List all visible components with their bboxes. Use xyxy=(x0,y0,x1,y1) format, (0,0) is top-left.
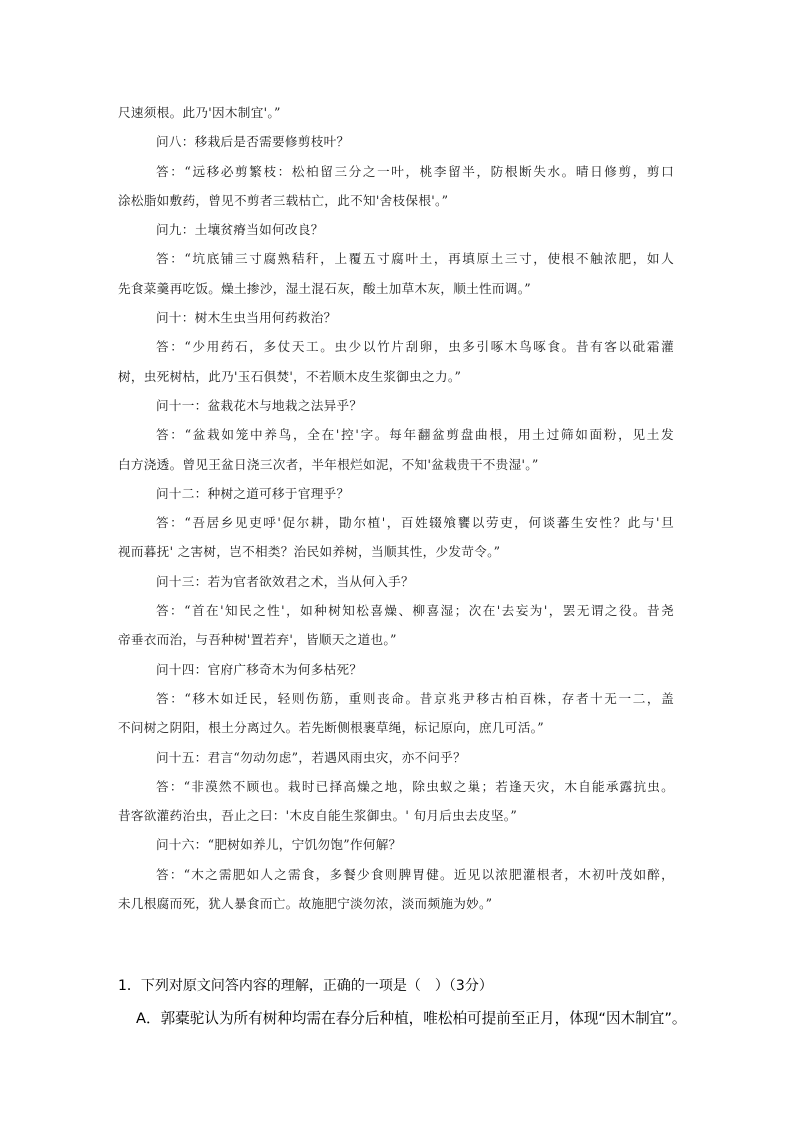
passage-line: 答：“坑底铺三寸腐熟秸秆，上覆五寸腐叶土，再填原土三寸，使根不触浓肥，如人 xyxy=(156,251,674,267)
passage-line: 问十三：若为官者欲效君之术，当从何入手？ xyxy=(156,573,414,589)
passage-line: 问九：土壤贫瘠当如何改良？ xyxy=(156,222,324,238)
question-1-stem: 1．下列对原文问答内容的理解，正确的一项是（ ）（3分） xyxy=(118,978,493,994)
passage-line: 白方浇透。曾见王盆日浇三次者，半年根烂如泥，不知'盆栽贵干不贵湿'。” xyxy=(118,456,539,472)
passage-line: 树，虫死树枯，此乃'玉石俱焚'，不若顺木皮生浆御虫之力。” xyxy=(118,368,462,384)
passage-line: 问八：移栽后是否需要修剪枝叶？ xyxy=(156,134,350,150)
passage-line: 答：“盆栽如笼中养鸟，全在'控'字。每年翻盆剪盘曲根，用土过筛如面粉，见土发 xyxy=(156,427,674,443)
passage-line: 问十：树木生虫当用何药救治？ xyxy=(156,310,337,326)
passage-line: 问十五：君言“勿动勿虑”，若遇风雨虫灾，亦不问乎？ xyxy=(156,749,467,765)
passage-line: 问十四：官府广移奇木为何多枯死？ xyxy=(156,661,363,677)
passage-line: 问十二：种树之道可移于官理乎？ xyxy=(156,485,350,501)
passage-line: 未几根腐而死，犹人暴食而亡。故施肥宁淡勿浓，淡而频施为妙。” xyxy=(118,896,493,912)
passage-line: 答：“吾居乡见吏呼'促尔耕，勖尔植'，百姓辍飧饔以劳吏，何谈蕃生安性？此与'旦 xyxy=(156,515,674,531)
question-1-option-a: A．郭橐驼认为所有树种均需在春分后种植，唯松柏可提前至正月，体现“因木制宜”。 xyxy=(136,1010,687,1027)
passage-line: 答：“少用药石，多仗天工。虫少以竹片刮卵，虫多引啄木鸟啄食。昔有客以砒霜灌 xyxy=(156,339,674,355)
passage-line: 问十一：盆栽花木与地栽之法异乎？ xyxy=(156,397,363,413)
passage-text xyxy=(118,98,674,918)
passage-line: 答：“首在'知民之性'，如种树知松喜燥、柳喜湿；次在'去妄为'，罢无谓之役。昔尧 xyxy=(156,603,674,619)
passage-line: 先食菜羹再吃饭。燥土掺沙，湿土混石灰，酸土加草木灰，顺土性而调。” xyxy=(118,280,532,296)
passage-line: 答：“木之需肥如人之需食，多餐少食则脾胃健。近见以浓肥灌根者，木初叶茂如醉， xyxy=(156,866,674,882)
passage-line: 问十六：“肥树如养儿，宁饥勿饱”作何解？ xyxy=(156,837,402,853)
passage-line: 答：“非漠然不顾也。栽时已择高燥之地，除虫蚁之巢；若逢天灾，木自能承露抗虫。 xyxy=(156,778,674,794)
passage-line: 尺速须根。此乃'因木制宜'。” xyxy=(118,105,281,120)
passage-line: 不问树之阴阳，根土分离过久。若先断侧根裹草绳，标记原向，庶几可活。” xyxy=(118,720,544,736)
passage-line: 昔客欲灌药治虫，吾止之曰：'木皮自能生浆御虫。' 旬月后虫去皮坚。” xyxy=(118,808,518,824)
passage-line: 答：“远移必剪繁枝：松柏留三分之一叶，桃李留半，防根断失水。晴日修剪，剪口 xyxy=(156,163,674,179)
passage-line: 视而暮抚' 之害树，岂不相类？治民如养树，当顺其性，少发苛令。” xyxy=(118,544,501,560)
passage-line: 涂松脂如敷药，曾见不剪者三载枯亡，此不知'舍枝保根'。” xyxy=(118,192,449,208)
passage-line: 帝垂衣而治，与吾种树'置若弃'，皆顺天之道也。” xyxy=(118,632,397,648)
passage-line: 答：“移木如迁民，轻则伤筋，重则丧命。昔京兆尹移古柏百株，存者十无一二，盖 xyxy=(156,690,674,706)
